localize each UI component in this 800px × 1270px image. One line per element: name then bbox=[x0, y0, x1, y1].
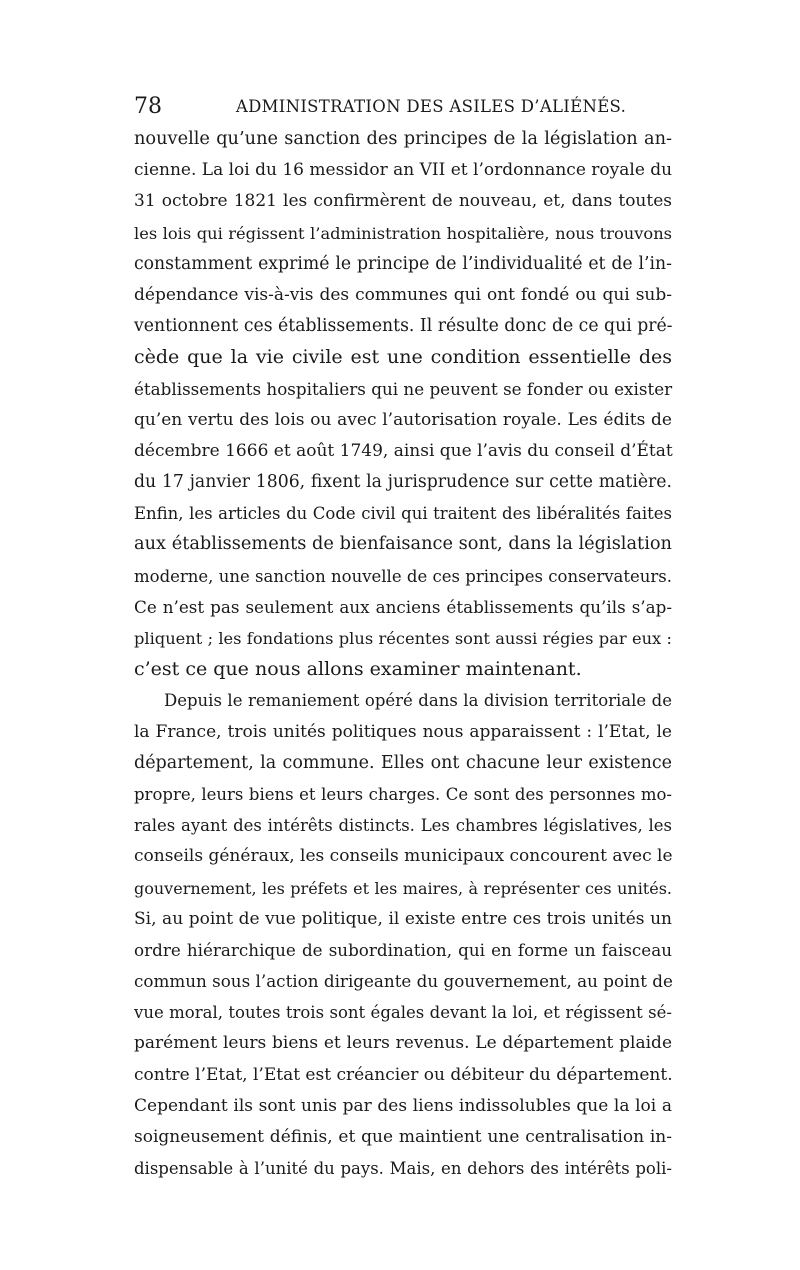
text-line: les lois qui régissent l’administration hospitalière, nous trouvons bbox=[134, 223, 672, 243]
text-line: la France, trois unités politiques nous apparaissent : l’Etat, le bbox=[134, 721, 672, 742]
text-line: aux établissements de bienfaisance sont, dans la législation bbox=[134, 534, 672, 555]
text-line: Ce n’est pas seulement aux anciens établissements qu’ils s’ap- bbox=[134, 596, 672, 617]
text-line: soigneusement définis, et que maintient une centralisation in- bbox=[134, 1127, 672, 1147]
running-title: ADMINISTRATION DES ASILES D’ALIÉNÉS. bbox=[235, 97, 627, 116]
text-line: département, la commune. Elles ont chacune leur existence bbox=[134, 752, 672, 773]
body-text bbox=[134, 124, 672, 1184]
text-line: Enfin, les articles du Code civil qui traitent des libéralités faites bbox=[134, 504, 672, 524]
text-line: qu’en vertu des lois ou avec l’autorisation royale. Les édits de bbox=[134, 409, 672, 430]
text-line: Cependant ils sont unis par des liens indissolubles que la loi a bbox=[134, 1095, 672, 1116]
text-line: pliquent ; les fondations plus récentes sont aussi régies par eux : bbox=[134, 629, 672, 648]
paragraph-start-line: Depuis le remaniement opéré dans la division territoriale de bbox=[164, 691, 672, 711]
text-line: nouvelle qu’une sanction des principes de la législation an- bbox=[134, 129, 672, 149]
text-line: gouvernement, les préfets et les maires, à représenter ces unités. bbox=[134, 878, 672, 898]
text-line: Si, au point de vue politique, il existe entre ces trois unités un bbox=[134, 908, 672, 929]
text-line: dispensable à l’unité du pays. Mais, en dehors des intérêts poli- bbox=[134, 1159, 672, 1179]
text-line: cède que la vie civile est une condition essentielle des bbox=[134, 346, 672, 369]
page-number: 78 bbox=[134, 94, 162, 119]
paragraph-end-line: c’est ce que nous allons examiner maintenant. bbox=[134, 658, 582, 681]
text-line: parément leurs biens et leurs revenus. Le département plaide bbox=[134, 1033, 672, 1054]
text-line: décembre 1666 et août 1749, ainsi que l’avis du conseil d’État bbox=[134, 440, 673, 461]
text-line: conseils généraux, les conseils municipaux concourent avec le bbox=[134, 846, 673, 867]
text-line: 31 octobre 1821 les confirmèrent de nouveau, et, dans toutes bbox=[134, 191, 672, 212]
text-line: ordre hiérarchique de subordination, qui en forme un faisceau bbox=[134, 939, 672, 960]
text-line: cienne. La loi du 16 messidor an VII et l’ordonnance royale du bbox=[134, 160, 673, 181]
text-line: propre, leurs biens et leurs charges. Ce sont des personnes mo- bbox=[134, 784, 672, 804]
text-line: ventionnent ces établissements. Il résulte donc de ce qui pré- bbox=[134, 316, 673, 337]
text-line: contre l’Etat, l’Etat est créancier ou débiteur du département. bbox=[134, 1064, 673, 1085]
text-line: constamment exprimé le principe de l’individualité et de l’in- bbox=[134, 253, 672, 274]
text-line: vue moral, toutes trois sont égales devant la loi, et régissent sé- bbox=[134, 1003, 672, 1023]
text-line: établissements hospitaliers qui ne peuvent se fonder ou exister bbox=[134, 378, 673, 399]
text-line: moderne, une sanction nouvelle de ces principes conservateurs. bbox=[134, 566, 672, 586]
text-line: dépendance vis-à-vis des communes qui ont fondé ou qui sub- bbox=[134, 284, 672, 305]
text-line: du 17 janvier 1806, fixent la jurisprudence sur cette matière. bbox=[134, 472, 672, 493]
text-line: commun sous l’action dirigeante du gouvernement, au point de bbox=[134, 971, 673, 992]
running-head bbox=[134, 92, 672, 122]
text-line: rales ayant des intérêts distincts. Les chambres législatives, les bbox=[134, 816, 672, 836]
